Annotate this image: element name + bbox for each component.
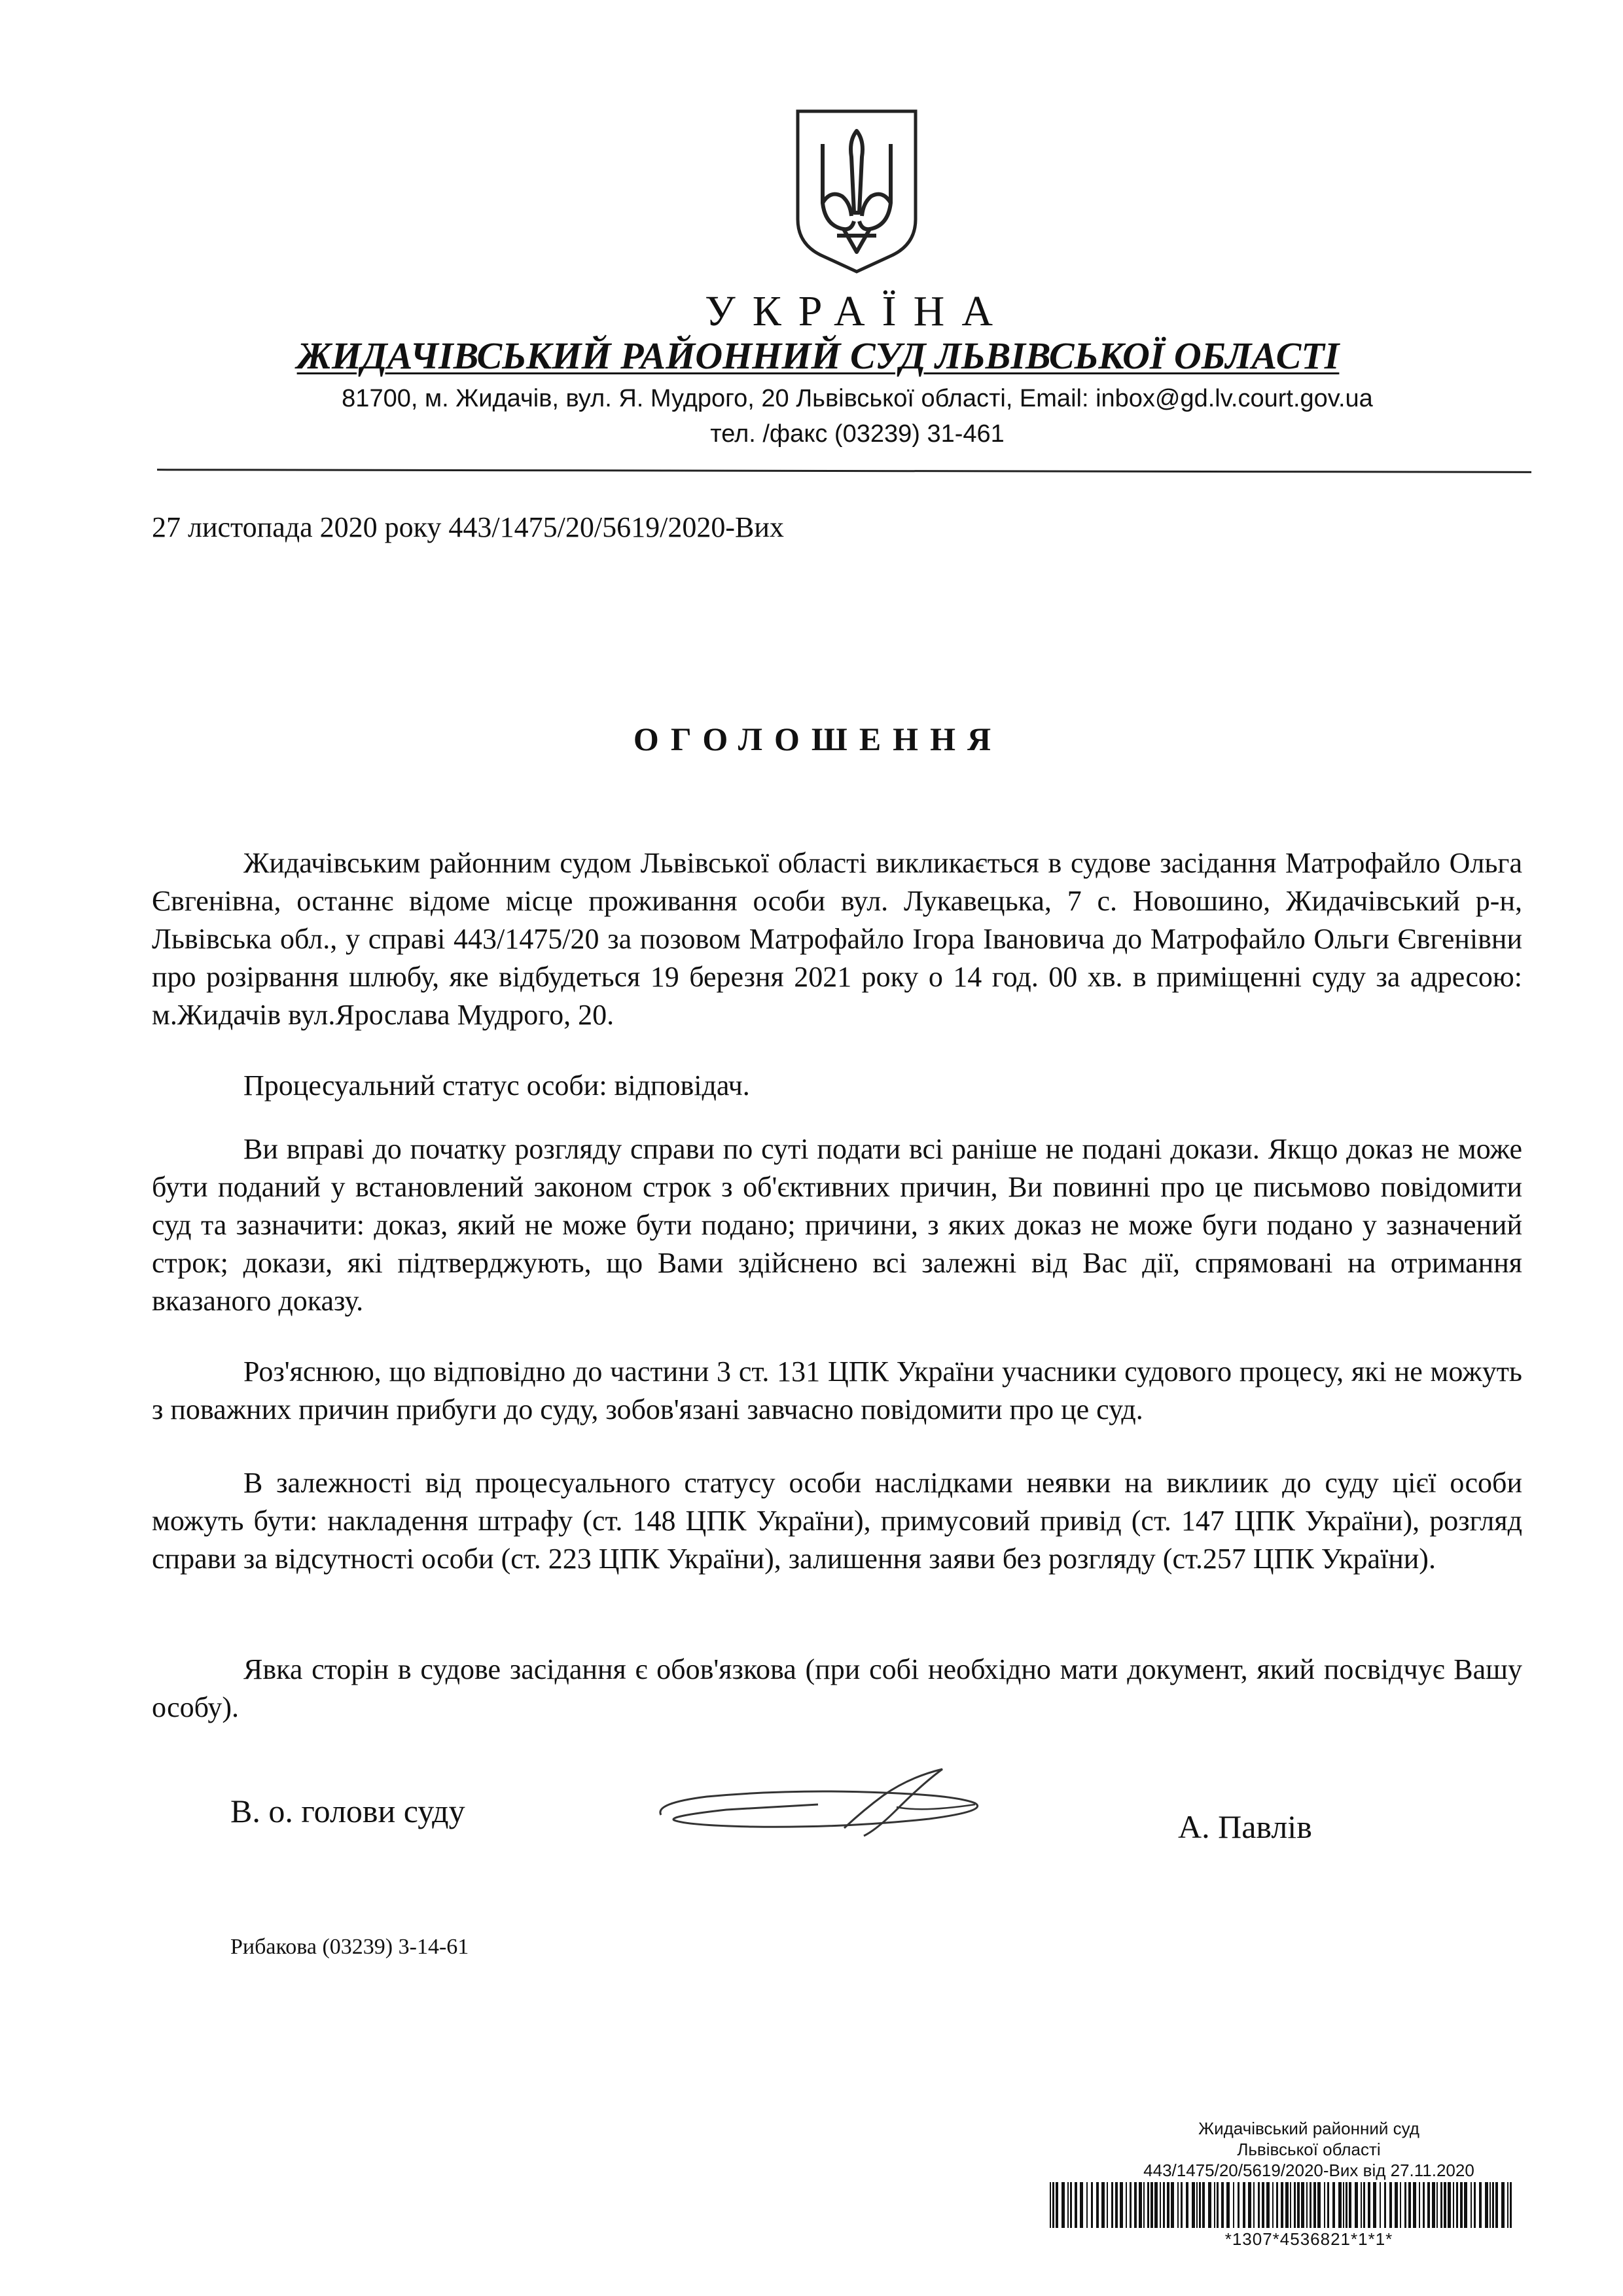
document-title: ОГОЛОШЕННЯ [633, 721, 1003, 757]
court-address: 81700, м. Жидачів, вул. Я. Мудрого, 20 Львівської області, Email: inbox@gd.lv.court.gov.ua [342, 385, 1373, 412]
stamp-region: Львівської області [1237, 2140, 1381, 2159]
trident-emblem-icon [791, 105, 922, 275]
barcode-code: *1307*4536821*1*1* [1224, 2229, 1393, 2249]
country-name: УКРАЇНА [705, 287, 1010, 335]
reference-line: 27 листопада 2020 року 443/1475/20/5619/2020-Вих [152, 511, 784, 543]
header-divider [157, 469, 1531, 473]
paragraph-attendance: Явка сторін в судове засідання є обов'язкова (при собі необхідно мати документ, який посвідчує Вашу особу). [152, 1653, 1522, 1723]
handwritten-signature [648, 1764, 1001, 1842]
stamp-reference: 443/1475/20/5619/2020-Вих від 27.11.2020 [1143, 2161, 1474, 2180]
barcode-icon [1047, 2182, 1518, 2228]
signer-title: В. о. голови суду [230, 1793, 465, 1829]
court-name: ЖИДАЧІВСЬКИЙ РАЙОННИЙ СУД ЛЬВІВСЬКОЇ ОБЛАСТІ [296, 334, 1340, 377]
paragraph-explanation: Роз'яснюю, що відповідно до частини 3 ст. 131 ЦПК України учасники судового процесу, які не можуть з поважних причин прибуги до суду, зобов'язані завчасно повідомити про це суд. [152, 1355, 1522, 1426]
court-phone: тел. /факс (03239) 31-461 [710, 420, 1005, 448]
signer-name: А. Павлів [1178, 1808, 1312, 1845]
paragraph-status: Процесуальний статус особи: відповідач. [243, 1069, 750, 1102]
stamp-court-name: Жидачівський районний суд [1198, 2119, 1419, 2138]
paragraph-evidence: Ви вправі до початку розгляду справи по суті подати всі раніше не подані докази. Якщо доказ не може бути поданий у встановлений законом строк з об'єктивних причин, Ви повинні про це письмово повідомити суд та зазначити: доказ, який не може бути подано; причини, з яких доказ не може буги подано у зазначений строк; докази, які підтверджують, що Вами здійснено всі залежні від Вас дії, спрямовані на отримання вказаного доказу. [152, 1133, 1522, 1317]
paragraph-consequences: В залежності від процесуального статусу особи наслідками неявки на виклиик до суду цієї особи можуть бути: накладення штрафу (ст. 148 ЦПК України), примусовий привід (ст. 147 ЦПК України), розгляд справи за відсутності особи (ст. 223 ЦПК України), залишення заяви без розгляду (ст.257 ЦПК України). [152, 1467, 1522, 1575]
executor-contact: Рибакова (03239) 3-14-61 [230, 1935, 469, 1959]
paragraph-summons: Жидачівським районним судом Львівської області викликається в судове засідання Матрофайло Ольга Євгенівна, останнє відоме місце проживання особи вул. Лукавецька, 7 с. Новошино, Жидачівський р-н, Львівська обл., у справі 443/1475/20 за позовом Матрофайло Ігора Івановича до Матрофайло Ольги Євгенівни про розірвання шлюбу, яке відбудеться 19 березня 2021 року о 14 год. 00 хв. в приміщенні суду за адресою: м.Жидачів вул.Ярослава Мудрого, 20. [152, 847, 1522, 1031]
